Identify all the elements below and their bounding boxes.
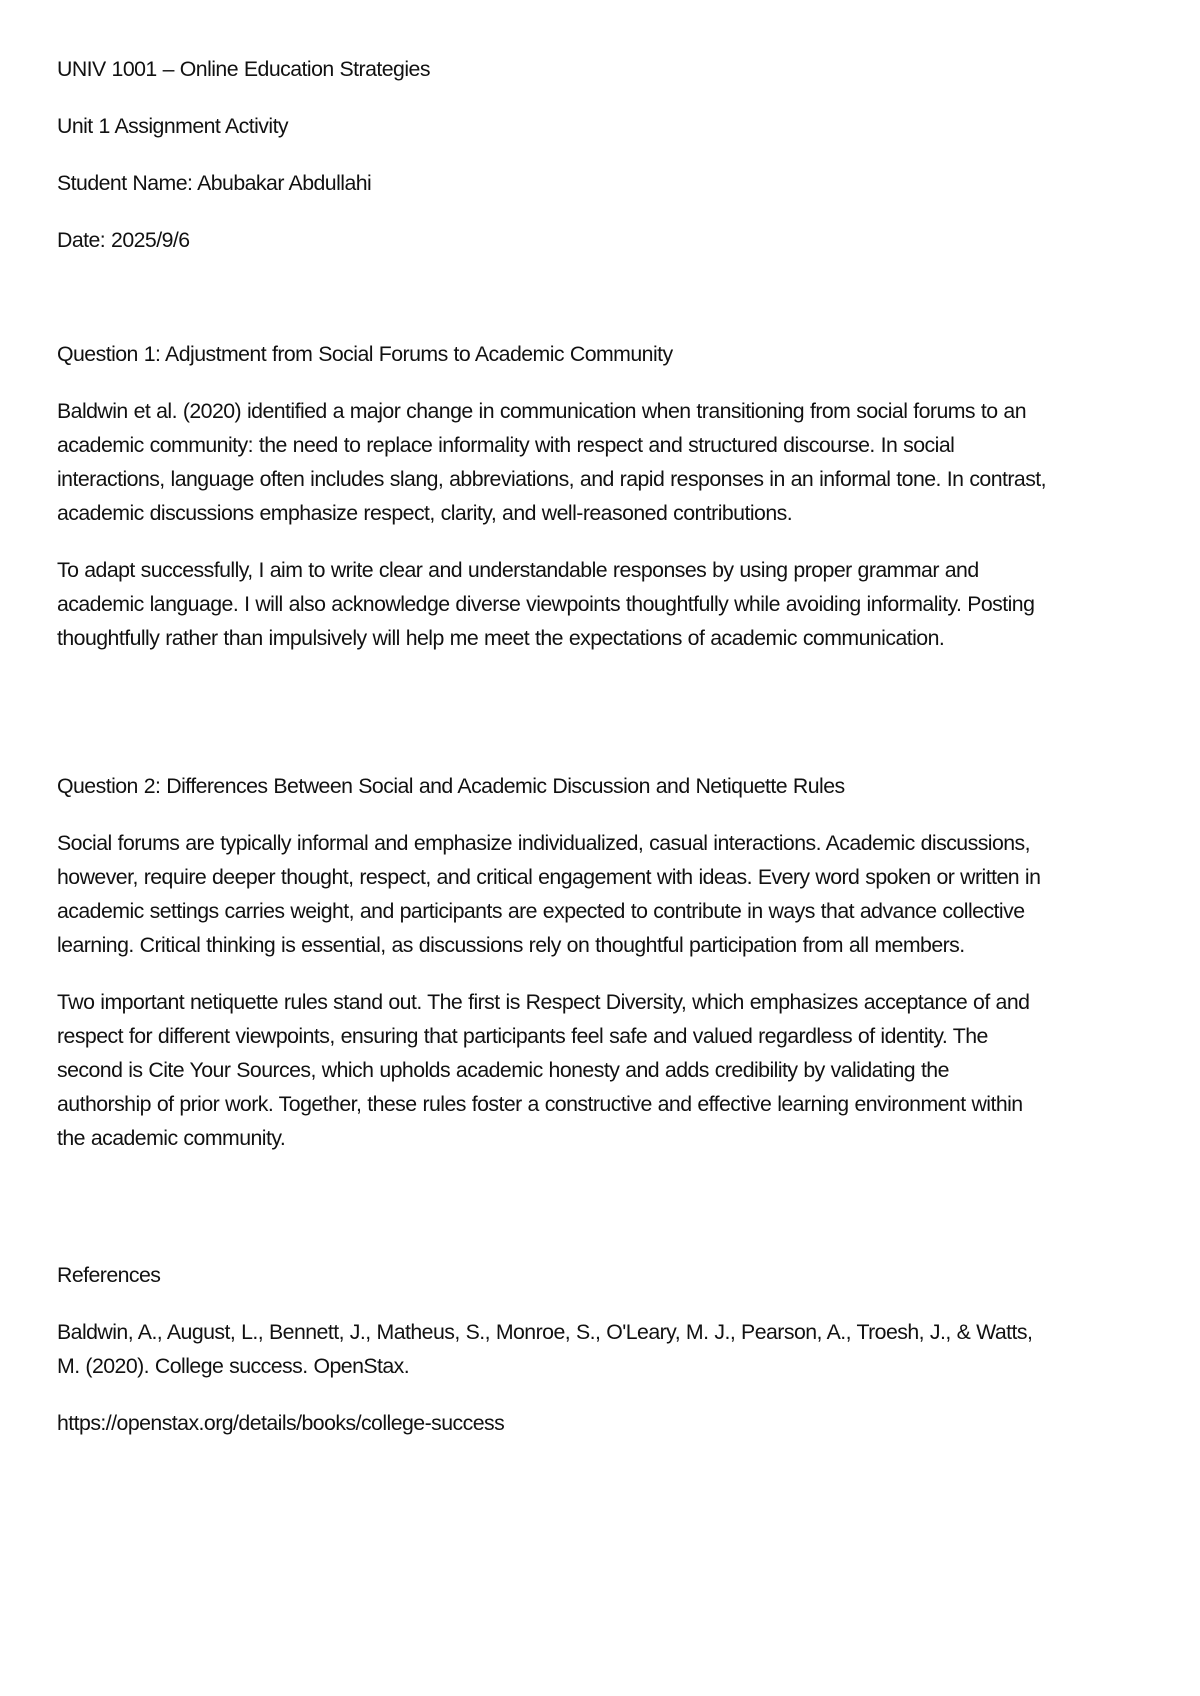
submission-date: Date: 2025/9/6 bbox=[57, 228, 190, 252]
spacer bbox=[57, 280, 1047, 337]
reference-url[interactable]: https://openstax.org/details/books/college-success bbox=[57, 1411, 505, 1435]
assignment-title: Unit 1 Assignment Activity bbox=[57, 114, 289, 138]
question-1-paragraph: To adapt successfully, I aim to write clear and understandable responses by using proper grammar and academic language. I will also acknowledge diverse viewpoints thoughtfully while avoiding informality. Posting thoughtfully rather than impulsively will help me meet the expectations of academic communication. bbox=[57, 558, 1035, 650]
question-2-heading: Question 2: Differences Between Social and Academic Discussion and Netiquette Rules bbox=[57, 774, 845, 798]
spacer bbox=[57, 1178, 1047, 1258]
question-1-heading: Question 1: Adjustment from Social Forums to Academic Community bbox=[57, 342, 673, 366]
question-2-paragraph: Two important netiquette rules stand out. The first is Respect Diversity, which emphasizes acceptance of and respect for different viewpoints, ensuring that participants feel safe and valued regardless of identity. The second is Cite Your Sources, which upholds academic honesty and adds credibility by validating the authorship of prior work. Together, these rules foster a constructive and effective learning environment within the academic community. bbox=[57, 990, 1030, 1150]
question-2-paragraph: Social forums are typically informal and emphasize individualized, casual interactions. Academic discussions, however, require deeper thought, respect, and critical engagement with ideas. Every word spoken or written in academic settings carries weight, and participants are expected to contribute in ways that advance collective learning. Critical thinking is essential, as discussions rely on thoughtful participation from all members. bbox=[57, 831, 1041, 957]
reference-entry: Baldwin, A., August, L., Bennett, J., Matheus, S., Monroe, S., O'Leary, M. J., Pearson, A., Troesh, J., & Watts, M. (2020). College success. OpenStax. bbox=[57, 1320, 1033, 1378]
spacer bbox=[57, 678, 1047, 769]
question-1-paragraph: Baldwin et al. (2020) identified a major change in communication when transitioning from social forums to an academic community: the need to replace informality with respect and structured discourse. In social interactions, language often includes slang, abbreviations, and rapid responses in an informal tone. In contrast, academic discussions emphasize respect, clarity, and well-reasoned contributions. bbox=[57, 399, 1047, 525]
references-heading: References bbox=[57, 1263, 161, 1287]
document-body bbox=[57, 52, 1047, 1463]
student-name: Student Name: Abubakar Abdullahi bbox=[57, 171, 372, 195]
course-title: UNIV 1001 – Online Education Strategies bbox=[57, 57, 430, 81]
